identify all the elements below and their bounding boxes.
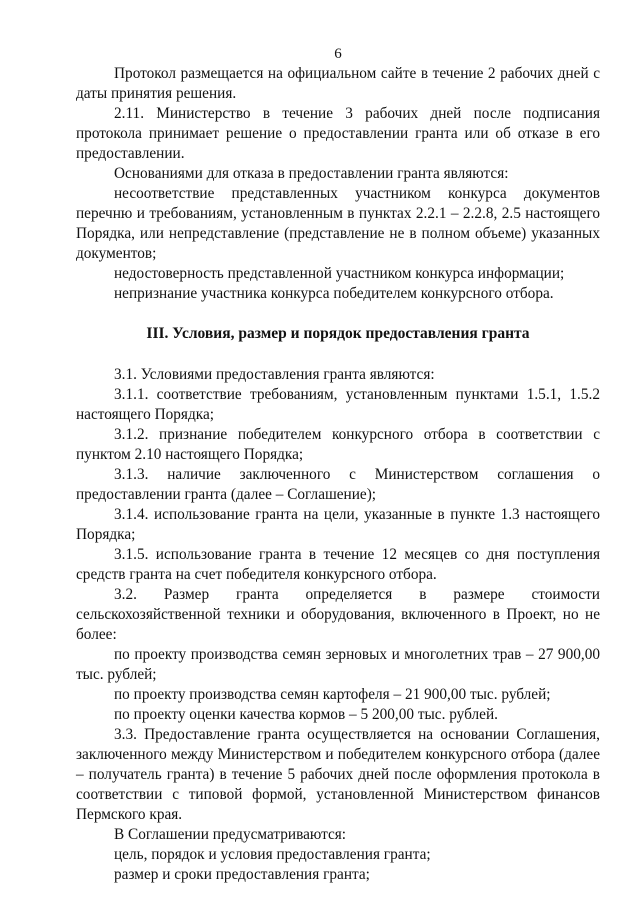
page-number: 6: [334, 46, 342, 62]
paragraph: по проекту оценки качества кормов – 5 200,00 тыс. рублей.: [114, 706, 498, 723]
paragraph: Основаниями для отказа в предоставлении гранта являются:: [114, 165, 509, 182]
paragraph: 2.11. Министерство в течение 3 рабочих дней после подписания протокола принимает решение о предоставлении гранта или об отказе в его предоставлении.: [76, 105, 600, 162]
paragraph: Протокол размещается на официальном сайте в течение 2 рабочих дней с даты принятия решения.: [76, 65, 600, 102]
paragraph: 3.1.4. использование гранта на цели, указанные в пункте 1.3 настоящего Порядка;: [76, 506, 600, 543]
text-block-after: [76, 365, 600, 885]
section-heading: III. Условия, размер и порядок предоставления гранта: [146, 325, 530, 342]
paragraph: несоответствие представленных участником конкурса документов перечню и требованиям, установленным в пунктах 2.2.1 – 2.2.8, 2.5 настоящего Порядка, или непредставление (представление не в полном объеме) указанных документов;: [76, 185, 600, 262]
paragraph: недостоверность представленной участником конкурса информации;: [114, 265, 565, 282]
paragraph: непризнание участника конкурса победителем конкурсного отбора.: [114, 285, 554, 302]
text-block-before: [76, 64, 600, 304]
paragraph: 3.1.3. наличие заключенного с Министерством соглашения о предоставлении гранта (далее – Соглашение);: [76, 466, 600, 503]
paragraph: по проекту производства семян картофеля – 21 900,00 тыс. рублей;: [114, 686, 551, 703]
paragraph: 3.1. Условиями предоставления гранта являются:: [114, 366, 435, 383]
paragraph: по проекту производства семян зерновых и многолетних трав – 27 900,00 тыс. рублей;: [76, 646, 600, 683]
paragraph: 3.1.5. использование гранта в течение 12 месяцев со дня поступления средств гранта на счет победителя конкурсного отбора.: [76, 546, 600, 583]
paragraph: 3.2. Размер гранта определяется в размере стоимости сельскохозяйственной техники и оборудования, включенного в Проект, но не более:: [76, 586, 600, 643]
paragraph: размер и сроки предоставления гранта;: [114, 866, 370, 883]
paragraph: 3.1.1. соответствие требованиям, установленным пунктами 1.5.1, 1.5.2 настоящего Порядка;: [76, 386, 600, 423]
paragraph: цель, порядок и условия предоставления гранта;: [114, 846, 431, 863]
paragraph: 3.1.2. признание победителем конкурсного отбора в соответствии с пунктом 2.10 настоящего Порядка;: [76, 426, 600, 463]
paragraph: 3.3. Предоставление гранта осуществляется на основании Соглашения, заключенного между Министерством и победителем конкурсного отбора (далее – получатель гранта) в течение 5 рабочих дней после оформления протокола в соответствии с типовой формой, установленной Министерством финансов Пермского края.: [76, 726, 600, 823]
paragraph: В Соглашении предусматриваются:: [114, 826, 347, 843]
